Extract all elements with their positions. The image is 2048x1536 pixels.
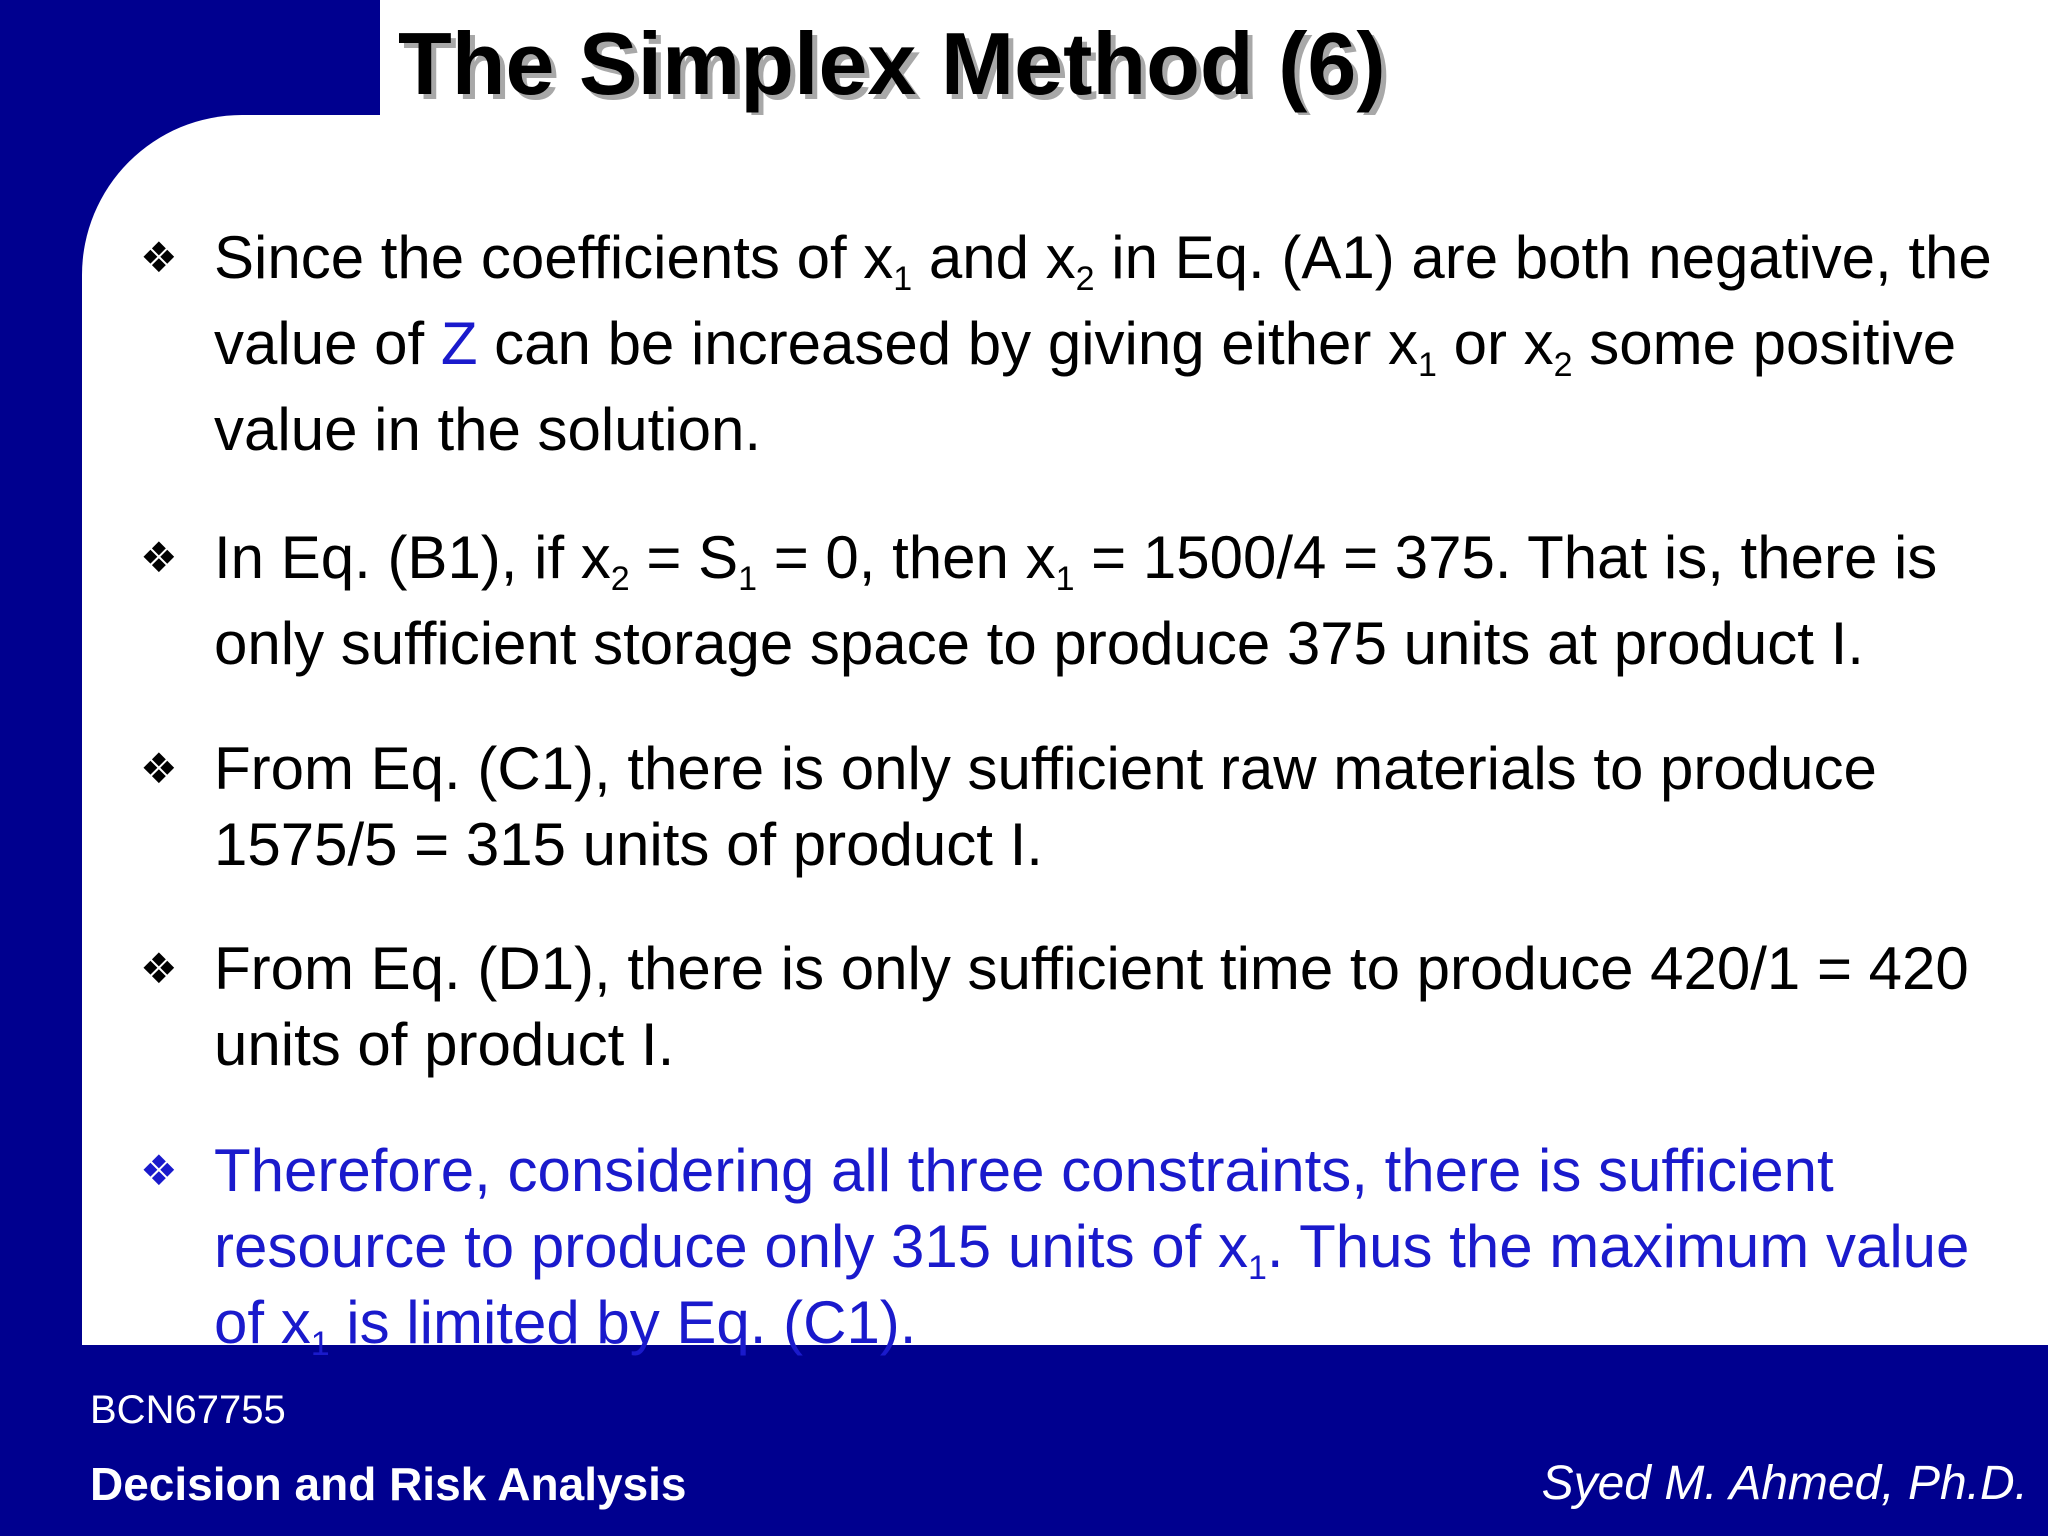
subscript: 1 — [1418, 346, 1437, 384]
diamond-bullet-icon: ❖ — [140, 233, 178, 282]
bullet-raw-materials-constraint — [140, 731, 2020, 883]
subscript: 1 — [1247, 1249, 1267, 1287]
subscript: 2 — [610, 560, 630, 598]
bullet-text: . Thus the maximum value of x — [214, 1213, 1987, 1356]
bullet-text: = S — [629, 524, 739, 591]
bullet-text: is limited by Eq. (C1). — [329, 1289, 917, 1356]
bullet-text: = 1500/4 = 375. That is, there is only sufficient storage space to produce 375 units at product I. — [214, 524, 1954, 677]
bullet-storage-constraint — [140, 515, 2020, 687]
bullet-text: = 0, then x — [757, 524, 1056, 591]
bullet-list — [140, 215, 2020, 1361]
subscript: 2 — [1553, 346, 1573, 384]
bullet-text: In Eq. (B1), if x — [214, 524, 611, 591]
bullet-text: Therefore, considering all three constraints, there is sufficient resource to produce only 315 units of x — [214, 1137, 1851, 1280]
diamond-bullet-icon: ❖ — [140, 944, 178, 993]
highlighted-variable-z: Z — [440, 310, 478, 377]
bullet-text: and x — [912, 224, 1076, 291]
bullet-time-constraint — [140, 931, 2020, 1083]
subscript: 2 — [1075, 260, 1095, 298]
bullet-text: From Eq. (D1), there is only sufficient time to produce 420/1 = 420 units of product I. — [214, 935, 1986, 1078]
slide-title: The Simplex Method (6) — [398, 14, 1386, 113]
bullet-text: or x — [1436, 310, 1554, 377]
bullet-text: Since the coefficients of x — [214, 224, 894, 291]
subscript: 1 — [738, 560, 758, 598]
footer-author: Syed M. Ahmed, Ph.D. — [1541, 1457, 2028, 1510]
subscript: 1 — [1055, 560, 1075, 598]
diamond-bullet-icon: ❖ — [140, 533, 178, 582]
diamond-bullet-icon: ❖ — [140, 1146, 178, 1195]
subscript: 1 — [310, 1325, 330, 1363]
bullet-text: some positive value in the solution. — [214, 310, 1973, 463]
bullet-text: can be increased by giving either x — [477, 310, 1419, 377]
bullet-coefficients — [140, 215, 2020, 473]
footer-course-code: BCN67755 — [90, 1388, 286, 1432]
bullet-text: From Eq. (C1), there is only sufficient raw materials to produce 1575/5 = 315 units of product I. — [214, 735, 1894, 878]
diamond-bullet-icon: ❖ — [140, 744, 178, 793]
footer-course-name: Decision and Risk Analysis — [90, 1458, 687, 1510]
bullet-conclusion — [140, 1133, 2020, 1361]
bullet-text: in Eq. (A1) are both negative, the value of — [214, 224, 2009, 377]
subscript: 1 — [893, 260, 913, 298]
